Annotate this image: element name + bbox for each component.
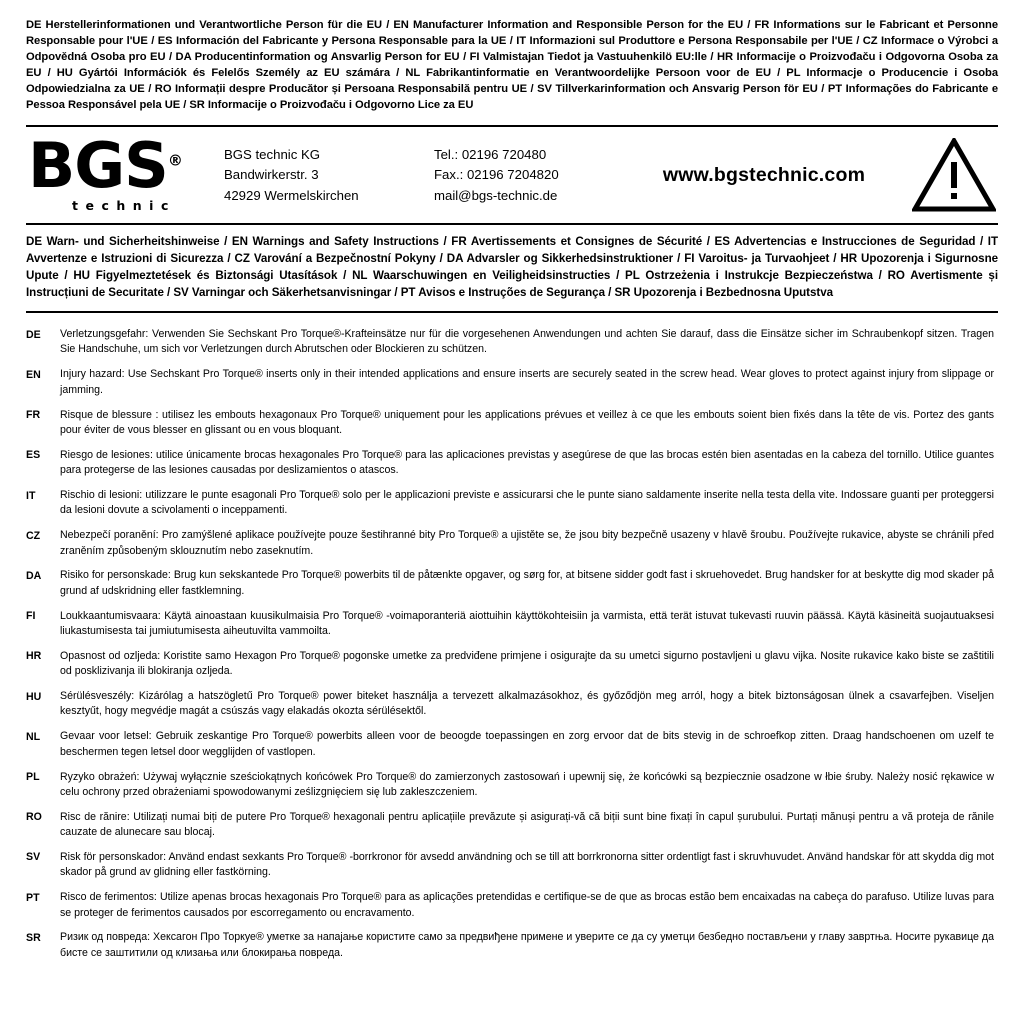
- instruction-text: Opasnost od ozljeda: Koristite samo Hexagon Pro Torque® pogonske umetke za predviđene primjene i osigurajte da su umetci sigurno postavljeni u glavu vijka. Nosite rukavice kako biste se zaštitili od posklizivanja ili blokiranja ozljeda.: [60, 649, 994, 678]
- warnings-safety-heading: DE Warn- und Sicherheitshinweise / EN Warnings and Safety Instructions / FR Avertissements et Consignes de Sécurité / ES Advertencias e Instrucciones de Seguridad / IT Avvertenze e Istruzioni di Sicurezza / CZ Varování a Bezpečnostní Pokyny / DA Advarsler og Sikkerhedsinstruktioner / FI Varoitus- ja Turvaohjeet / HR Upozorenja i Sigurnosne Upute / HU Figyelmeztetések és Biztonsági Utasítások / NL Waarschuwingen en Veiligheidsinstructies / PL Ostrzeżenia i Instrukcje Bezpieczeństwa / RO Avertismente și Instrucțiuni de Securitate / SV Varningar och Säkerhetsanvisningar / PT Avisos e Instruções de Segurança / SR Upozorenja i Bezbednosna Uputstva: [26, 235, 998, 300]
- list-item: [26, 689, 998, 720]
- company-information-band: [26, 127, 998, 223]
- registered-mark-icon: ®: [167, 151, 182, 170]
- instruction-text: Nebezpečí poranění: Pro zamýšlené aplikace používejte pouze šestihranné bity Pro Torque® a ujistěte se, že jsou bity bezpečně usazeny v hlavě šroubu. Používejte rukavice, abyste se chránili před zraněním způsobeným sklouznutím nebo zaseknutím.: [60, 529, 994, 557]
- list-item: [26, 528, 998, 559]
- instruction-text: Loukkaantumisvaara: Käytä ainoastaan kuusikulmaisia Pro Torque® -voimaporanteriä aiottuihin käyttökohteisiin ja varmista, että terät istuvat tukevasti ruuvin päässä. Käytä käsineitä suojautuaksesi liukastumisesta tai jumiutumisesta aiheutuvilta vammoilta.: [60, 609, 994, 638]
- instruction-text: Sérülésveszély: Kizárólag a hatszögletű Pro Torque® power biteket használja a tervezett alkalmazásokhoz, és győződjön meg arról, hogy a bitek biztonságosan ülnek a csavarfejben. Viseljen kesztyűt, hogy megvédje magát a csúszás vagy elakadás okozta sérülésektől.: [60, 690, 994, 718]
- company-street: Bandwirkerstr. 3: [224, 167, 319, 183]
- list-item: [26, 890, 998, 921]
- company-address: [224, 145, 434, 206]
- instruction-text: Verletzungsgefahr: Verwenden Sie Sechskant Pro Torque®-Krafteinsätze nur für die vorgesehenen Anwendungen und achten Sie darauf, dass die Einsätze sicher im Schraubenkopf sitzen. Tragen Sie Handschuhe, um sich vor Verletzungen durch Abrutschen oder Blockieren zu schützen.: [60, 328, 994, 356]
- language-code: IT: [26, 489, 36, 502]
- instruction-text: Risque de blessure : utilisez les embouts hexagonaux Pro Torque® uniquement pour les applications prévues et veillez à ce que les embouts soient bien fixés dans la tête de vis. Portez des gants pour éviter de vous blesser en glissant ou en vous bloquant.: [60, 408, 994, 436]
- language-code: HR: [26, 650, 42, 663]
- list-item: [26, 568, 998, 599]
- list-item: [26, 729, 998, 760]
- divider-middle: [26, 223, 998, 225]
- list-item: [26, 488, 998, 519]
- instruction-text: Ryzyko obrażeń: Używaj wyłącznie sześciokątnych końcówek Pro Torque® do zamierzonych zastosowań i upewnij się, że końcówki są bezpiecznie osadzone w łbie śruby. Należy nosić rękawice w celu ochrony przed obrażeniami spowodowanymi ześlizgnięciem się lub zakleszczeniem.: [60, 770, 994, 798]
- instruction-text: Gevaar voor letsel: Gebruik zeskantige Pro Torque® powerbits alleen voor de beoogde toepassingen en zorg ervoor dat de bits stevig in de schroefkop zitten. Draag handschoenen om uzelf te beschermen tegen letsel door wegglijden of vastlopen.: [60, 730, 994, 758]
- language-code: SR: [26, 931, 41, 944]
- company-website[interactable]: www.bgstechnic.com: [662, 163, 866, 186]
- list-item: [26, 408, 998, 439]
- language-code: SV: [26, 851, 41, 864]
- divider-bottom: [26, 311, 998, 313]
- list-item: [26, 770, 998, 801]
- instruction-text: Ризик од повреда: Хексагон Про Торкуе® уметке за напајање користите само за предвиђене примене и уверите се да су уметци безбедно постављени у главу завртња. Носите рукавице да бисте се заштитили од клизања или блокирања повреда.: [60, 931, 994, 959]
- language-code: ES: [26, 449, 41, 462]
- language-code: PT: [26, 891, 40, 904]
- company-fax: Fax.: 02196 7204820: [434, 167, 559, 183]
- company-email[interactable]: mail@bgs-technic.de: [434, 187, 558, 203]
- instruction-text: Risc de rănire: Utilizați numai biți de putere Pro Torque® hexagonali pentru aplicațiile prevăzute și asigurați-vă că biții sunt bine fixați în capul șurubului. Purtați mănuși pentru a vă proteja de rănile cauzate de alunecare sau blocaj.: [60, 810, 994, 839]
- language-code: HU: [26, 690, 42, 703]
- company-name: BGS technic KG: [224, 146, 321, 162]
- language-code: DA: [26, 569, 42, 582]
- list-item: [26, 448, 998, 479]
- language-code: NL: [26, 730, 41, 743]
- language-code: FR: [26, 409, 41, 422]
- instruction-text: Riesgo de lesiones: utilice únicamente brocas hexagonales Pro Torque® para las aplicaciones previstas y asegúrese de que las brocas estén bien asentadas en la cabeza del tornillo. Utilice guantes para protegerse de las lesiones causadas por deslizamientos o atascos.: [60, 448, 994, 477]
- language-code: FI: [26, 610, 36, 623]
- bgs-logo-wordmark: [28, 129, 224, 203]
- list-item: [26, 649, 998, 680]
- language-code: DE: [26, 328, 41, 341]
- language-code: EN: [26, 368, 41, 381]
- list-item: [26, 930, 998, 961]
- list-item: [26, 609, 998, 640]
- instruction-text: Risiko for personskade: Brug kun sekskantede Pro Torque® powerbits til de påtænkte opgaver, og sørg for, at bitsene sidder godt fast i skruehovedet. Brug handsker for at beskytte dig mod skader på grund af udskridning eller fastklemning.: [60, 569, 994, 597]
- bgs-logo: [28, 129, 224, 214]
- instruction-text: Risco de ferimentos: Utilize apenas brocas hexagonais Pro Torque® para as aplicações pretendidas e certifique-se de que as brocas estão bem encaixadas na cabeça do parafuso. Utilize luvas para se proteger de ferimentos causados por escorregamento ou encravamento.: [60, 891, 994, 919]
- list-item: [26, 850, 998, 881]
- manufacturer-information-heading: DE Herstellerinformationen und Verantwortliche Person für die EU / EN Manufacturer Information and Responsible Person for the EU / FR Informations sur le Fabricant et Personne Responsable pour l'UE / ES Información del Fabricante y Persona Responsable para la UE / IT Informazioni sul Produttore e Persona Responsabile per l'UE / CZ Informace o Výrobci a Odpovědná Osoba pro EU / DA Producentinformation og Ansvarlig Person for EU / FI Valmistajan Tiedot ja Vastuuhenkilö EU:lle / HR Informacije o Proizvođaču i Odgovorna Osoba za EU / HU Gyártói Információk és Felelős Személy az EU számára / NL Fabrikantinformatie en Verantwoordelijke Persoon voor de EU / PL Informacje o Producencie i Osoba Odpowiedzialna za UE / RO Informații despre Producător și Persoana Responsabilă pentru UE / SV Tillverkarinformation och Ansvarig Person för EU / PT Informações do Fabricante e Pessoa Responsável pela UE / SR Informacije o Proizvođaču i Odgovorno Lice za EU: [26, 19, 998, 111]
- list-item: [26, 367, 998, 398]
- language-code: PL: [26, 771, 40, 784]
- company-contact: [434, 145, 644, 206]
- bgs-logo-subtext: technic: [72, 198, 176, 214]
- language-code: CZ: [26, 529, 41, 542]
- instruction-text: Rischio di lesioni: utilizzare le punte esagonali Pro Torque® solo per le applicazioni previste e assicurarsi che le punte siano saldamente inserite nella testa della vite. Indossare guanti per proteggersi da lesioni dovute a scivolamenti o inceppamenti.: [60, 489, 994, 517]
- company-city: 42929 Wermelskirchen: [224, 187, 359, 203]
- warning-triangle-icon: [904, 138, 996, 212]
- company-telephone: Tel.: 02196 720480: [434, 146, 547, 162]
- list-item: [26, 327, 998, 358]
- list-item: [26, 810, 998, 841]
- instruction-text: Risk för personskador: Använd endast sexkants Pro Torque® -borrkronor för avsedd användning och se till att borrkronorna sitter ordentligt fast i skruvhuvudet. Använd handskar för att skydda dig mot skador på grund av glidning eller fastkörning.: [60, 850, 994, 879]
- language-code: RO: [26, 811, 42, 824]
- bgs-logo-text: BGS: [28, 129, 168, 203]
- instructions-list: [26, 327, 998, 961]
- instruction-text: Injury hazard: Use Sechskant Pro Torque® inserts only in their intended applications and ensure inserts are securely seated in the screw head. Wear gloves to protect against injury from slippage or jamming.: [60, 368, 994, 396]
